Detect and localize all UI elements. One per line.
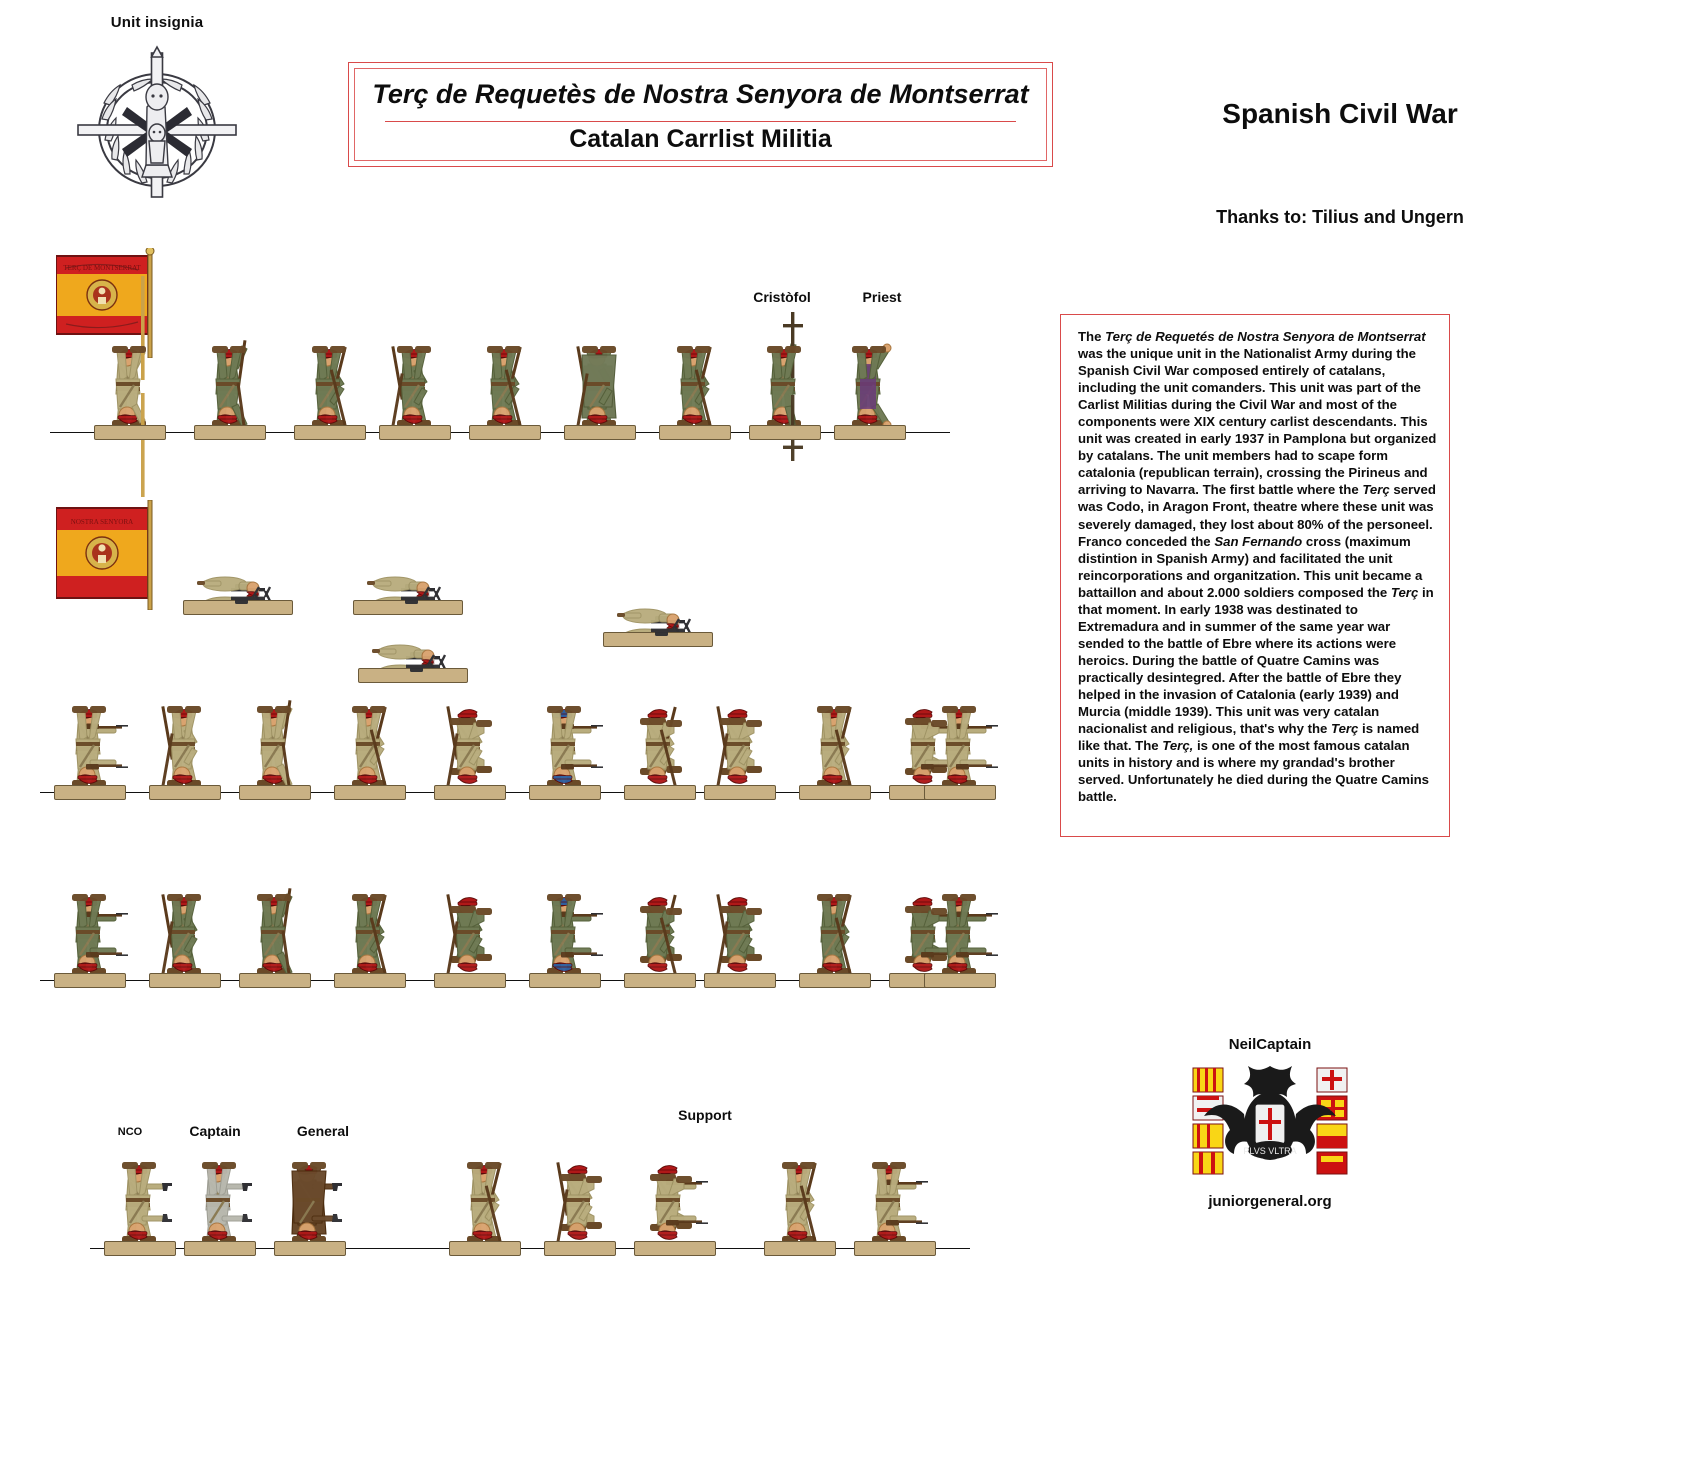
- figure-stand: [469, 425, 541, 440]
- unit-insignia-block: [52, 14, 262, 200]
- unit-insignia-icon: [72, 45, 242, 200]
- figure-stand: [924, 785, 996, 800]
- figure-support-mortar-mirror: [860, 1157, 926, 1249]
- figure-prone-mg-2-mirror: [365, 568, 451, 614]
- figure-rifleman-khaki-6-mirror: [535, 701, 591, 793]
- figure-rifleman-rest-1-mirror: [385, 341, 441, 433]
- figure-stand: [334, 785, 406, 800]
- figure-stand: [149, 973, 221, 988]
- figure-rifleman-khaki-5-mirror: [440, 701, 496, 793]
- title-divider: [385, 121, 1016, 122]
- figure-captain-mirror: [190, 1157, 246, 1249]
- figure-rifleman-olive-9-mirror: [805, 889, 861, 981]
- figure-officer-greatcoat-mirror: [570, 341, 626, 433]
- figure-stand: [764, 1241, 836, 1256]
- war-title: Spanish Civil War: [1222, 98, 1458, 129]
- figure-rifleman-olive-5-mirror: [440, 889, 496, 981]
- figure-rifleman-khaki-3-mirror: [245, 701, 301, 793]
- figure-stand: [659, 425, 731, 440]
- svg-text:NOSTRA SENYORA: NOSTRA SENYORA: [70, 518, 134, 526]
- figure-stand: [544, 1241, 616, 1256]
- figure-stand: [704, 785, 776, 800]
- figure-stand: [704, 973, 776, 988]
- svg-text:TERÇ DE MONTSERRAT: TERÇ DE MONTSERRAT: [63, 264, 141, 272]
- spanish-coat-of-arms-icon: [1185, 1058, 1355, 1183]
- figure-stand: [749, 425, 821, 440]
- figure-support-loader-mirror: [550, 1157, 606, 1249]
- row-officers-and-support: [80, 1140, 980, 1330]
- figure-flag-bearer-mirror: [100, 341, 156, 433]
- figure-stand: [149, 785, 221, 800]
- figure-stand: [434, 785, 506, 800]
- figure-rifleman-olive-11-mirror: [930, 889, 986, 981]
- figure-rifleman-khaki-11-mirror: [930, 701, 986, 793]
- figure-rifleman-khaki-2-mirror: [155, 701, 211, 793]
- figure-stand: [239, 973, 311, 988]
- figure-label-support: Support: [678, 1107, 732, 1123]
- figure-stand: [274, 1241, 346, 1256]
- figure-stand: [634, 1241, 716, 1256]
- figure-stand: [799, 785, 871, 800]
- row-riflemen-khaki: [40, 700, 1000, 885]
- figure-rifleman-raised-mirror: [200, 341, 256, 433]
- figure-rifleman-khaki-8-mirror: [710, 701, 766, 793]
- figure-stand: [564, 425, 636, 440]
- website-credit: juniorgeneral.org: [1208, 1193, 1332, 1210]
- figure-stand: [854, 1241, 936, 1256]
- figure-rifleman-olive-4-mirror: [340, 889, 396, 981]
- figure-stand: [54, 973, 126, 988]
- figure-label-captain: Captain: [189, 1123, 241, 1139]
- figure-stand: [624, 785, 696, 800]
- row-prone-machine-gunners: [175, 530, 1015, 680]
- row-riflemen-olive: [40, 888, 1000, 1073]
- figure-rifleman-olive-3-mirror: [245, 889, 301, 981]
- row-standard-bearers-and-command: [50, 310, 1010, 555]
- figure-stand: [799, 973, 871, 988]
- figure-label-cristofol: Cristòfol: [753, 289, 811, 305]
- figure-rifleman-khaki-9-mirror: [805, 701, 861, 793]
- figure-stand: [529, 785, 601, 800]
- figure-rifleman-marching-1-mirror: [300, 341, 356, 433]
- figure-stand: [334, 973, 406, 988]
- figure-label-general: General: [296, 1123, 350, 1139]
- author-credit: NeilCaptain: [1228, 1036, 1312, 1053]
- figure-rifleman-olive-8-mirror: [710, 889, 766, 981]
- figure-stand: [184, 1241, 256, 1256]
- figure-rifleman-olive-7-mirror: [630, 889, 686, 981]
- figure-stand: [924, 973, 996, 988]
- figure-priest-mirror: [840, 341, 896, 433]
- figure-stand: [104, 1241, 176, 1256]
- figure-stand: [624, 973, 696, 988]
- figure-label-nco: NCO: [117, 1126, 143, 1138]
- figure-rifleman-khaki-7-mirror: [630, 701, 686, 793]
- unit-insignia-label: Unit insignia: [110, 14, 204, 31]
- figure-rifleman-khaki-1-mirror: [60, 701, 116, 793]
- figure-general-mirror: [280, 1157, 336, 1249]
- description-panel: [1060, 314, 1450, 837]
- description-text: The Terç de Requetés de Nostra Senyora de Montserrat was the unique unit in the Nationalist Army during the Spanish Civil War composed entirely of catalans, including the unit comanders. This unit was part of the Carlist Militias during the Civil War and most of the components were XIX century carlist descendants. This unit was created in early 1937 in Pamplona but organized by catalans. The unit members had to scape form catalonia (republican terrain), crossing the Pirineus and arriving to Navarra. The first battle where the Terç served was Codo, in Aragon Front, theatre where these unit was severely damaged, they lost about 80% of the personeel. Franco conceded the San Fernando cross (maximum distintion in Spanish Army) and facilitated the unit reincorporations and organitzation. This unit became a battaillon and about 2.000 soldiers composed the Terç in that moment. In early 1938 was destinated to Extremadura and in summer of the same year war sended to the battle of Ebre where its actions were heroics. During the battle of Quatre Camins was practically desintegred. After the battle of Ebre they helped in the invasion of Catalonia (early 1939) and Murcia (middle 1939). This unit was very catalan nacionalist and religious, that's why the Terç is named like that. The Terç, is one of the most famous catalan units in history and is where my grandad's brother served. Unfortunately he died during the Quatre Camins battle.: [1078, 329, 1437, 805]
- figure-stand: [529, 973, 601, 988]
- figure-support-ammo-carrier-2-mirror: [770, 1157, 826, 1249]
- thanks-credit: Thanks to: Tilius and Ungern: [1216, 207, 1464, 227]
- figure-stand: [449, 1241, 521, 1256]
- figure-rifleman-khaki-4-mirror: [340, 701, 396, 793]
- unit-title-sub: Catalan Carrlist Militia: [569, 125, 832, 153]
- svg-text:PLVS VLTRA: PLVS VLTRA: [1243, 1146, 1297, 1156]
- figure-nco-mirror: [110, 1157, 166, 1249]
- figure-rifleman-marching-3-mirror: [665, 341, 721, 433]
- figure-stand: [294, 425, 366, 440]
- unit-title-main: Terç de Requetès de Nostra Senyora de Montserrat: [372, 79, 1029, 109]
- figure-rifleman-olive-6-mirror: [535, 889, 591, 981]
- figure-prone-mg-4-mirror: [615, 600, 701, 646]
- figure-support-machine-gun-mirror: [640, 1157, 706, 1249]
- figure-stand: [194, 425, 266, 440]
- figure-stand: [94, 425, 166, 440]
- figure-stand: [239, 785, 311, 800]
- figure-rifleman-olive-1-mirror: [60, 889, 116, 981]
- figure-stand: [54, 785, 126, 800]
- figure-prone-mg-1-mirror: [195, 568, 281, 614]
- figure-rifleman-olive-2-mirror: [155, 889, 211, 981]
- figure-cristofol-cross-bearer-mirror: [755, 341, 811, 433]
- unit-title-box: [348, 62, 1053, 167]
- figure-label-priest: Priest: [862, 289, 902, 305]
- figure-prone-mg-3-mirror: [370, 636, 456, 682]
- figure-stand: [834, 425, 906, 440]
- figure-stand: [434, 973, 506, 988]
- figure-stand: [379, 425, 451, 440]
- figure-rifleman-marching-2-mirror: [475, 341, 531, 433]
- figure-support-ammo-carrier-1-mirror: [455, 1157, 511, 1249]
